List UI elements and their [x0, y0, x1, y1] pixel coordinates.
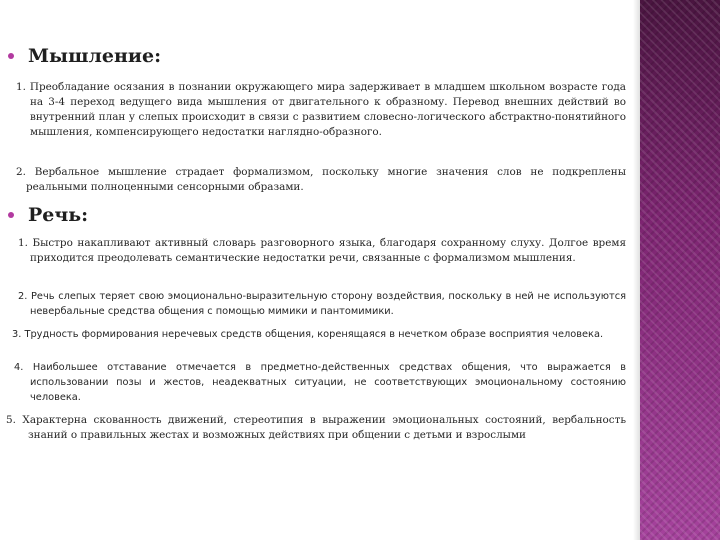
speech-point-3: 3. Трудность формирования неречевых средств общения, коренящаяся в нечетком образе восприятия человека. [12, 329, 604, 340]
speech-point-4: 4. Наибольшее отставание отмечается в предметно-действенных средствах общения, что выражается в использовании позы и жестов, неадекватных ситуации, не соответствующих эмоциональному состоянию человека. [14, 362, 626, 403]
section-title: Речь: [28, 204, 89, 226]
speech-point-5: 5. Характерна скованность движений, стереотипия в выражении эмоциональных состояний, вербальность знаний о правильных жестах и возможных действиях при общении с детьми и взрослыми [6, 414, 626, 441]
speech-point-2: 2. Речь слепых теряет свою эмоционально-выразительную сторону воздействия, поскольку в ней не используются невербальные средства общения с помощью мимики и пантомимики. [18, 291, 626, 317]
thinking-point-1: 1. Преобладание осязания в познании окружающего мира задерживает в младшем школьном возрасте года на 3-4 переход ведущего вида мышления от двигательного к образному. Перевод внешних действий во внутренний план у слепых происходит в связи с развитием словесно-логического абстрактно-понятийного мышления, компенсирующего недостатки наглядно-образного. [16, 81, 626, 138]
decorative-sidebar [640, 0, 720, 540]
section-heading-speech [6, 204, 88, 226]
section-title: Мышление: [28, 45, 162, 67]
bullet-icon [8, 53, 14, 59]
sidebar-shadow [633, 0, 640, 540]
thinking-point-2: 2. Вербальное мышление страдает формализмом, поскольку многие значения слов не подкреплены реальными полноценными сенсорными образами. [16, 166, 626, 193]
bullet-icon [8, 212, 14, 218]
speech-point-1: 1. Быстро накапливают активный словарь разговорного языка, благодаря сохранному слуху. Долгое время приходится преодолевать семантические недостатки речи, связанные с формализмом мышления. [18, 237, 626, 264]
section-heading-thinking [6, 45, 161, 67]
